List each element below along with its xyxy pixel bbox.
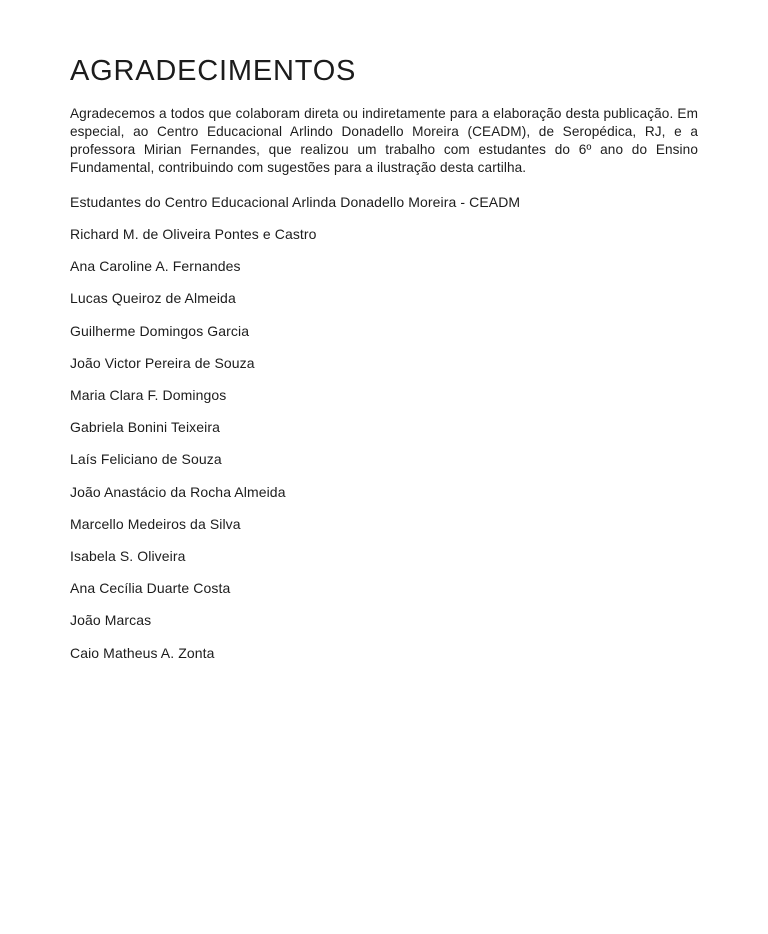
student-name: Maria Clara F. Domingos bbox=[70, 387, 227, 404]
student-name: João Victor Pereira de Souza bbox=[70, 354, 255, 371]
student-name: João Marcas bbox=[70, 612, 152, 629]
acknowledgments-paragraph: Agradecemos a todos que colaboram direta ou indiretamente para a elaboração desta publicação. Em especial, ao Centro Educacional Arlindo Donadello Moreira (CEADM), de Seropédica, RJ, e a professora Mirian Fernandes, que realizou um trabalho com estudantes do 6º ano do Ensino Fundamental, contribuindo com sugestões para a ilustração desta cartilha. bbox=[70, 105, 698, 175]
student-name: Isabela S. Oliveira bbox=[70, 547, 186, 564]
students-list bbox=[70, 225, 698, 661]
student-name: Guilherme Domingos Garcia bbox=[70, 322, 250, 339]
page-title: AGRADECIMENTOS bbox=[70, 55, 357, 87]
student-name: João Anastácio da Rocha Almeida bbox=[70, 483, 286, 500]
student-name: Lucas Queiroz de Almeida bbox=[70, 290, 236, 307]
student-name: Ana Caroline A. Fernandes bbox=[70, 258, 241, 275]
student-name: Richard M. de Oliveira Pontes e Castro bbox=[70, 226, 317, 243]
student-name: Laís Feliciano de Souza bbox=[70, 451, 222, 468]
students-list-heading: Estudantes do Centro Educacional Arlinda Donadello Moreira - CEADM bbox=[70, 193, 521, 210]
student-name: Gabriela Bonini Teixeira bbox=[70, 419, 221, 436]
student-name: Marcello Medeiros da Silva bbox=[70, 515, 241, 532]
student-name: Ana Cecília Duarte Costa bbox=[70, 580, 231, 597]
student-name: Caio Matheus A. Zonta bbox=[70, 644, 215, 661]
